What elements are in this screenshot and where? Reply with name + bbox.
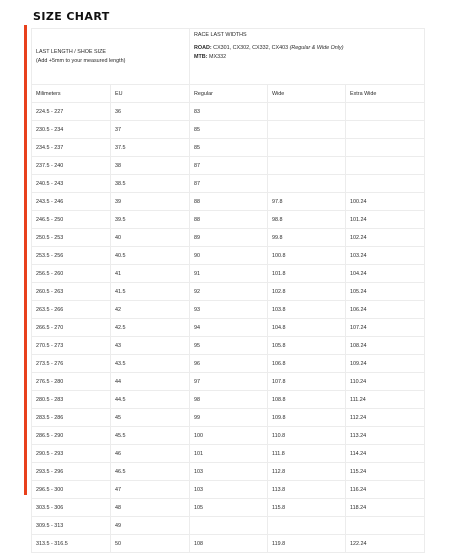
wide-cell: 107.8 [268, 373, 346, 391]
mm-cell: 276.5 - 280 [32, 373, 111, 391]
last-length-cell [32, 29, 190, 85]
size-chart-table [31, 28, 425, 553]
mm-cell: 243.5 - 246 [32, 193, 111, 211]
eu-cell: 40.5 [111, 247, 190, 265]
road-note: (Regular & Wide Only) [289, 45, 344, 51]
wide-cell: 105.8 [268, 337, 346, 355]
mm-cell: 224.5 - 227 [32, 103, 111, 121]
column-header: Milimeters [32, 85, 111, 103]
regular-cell: 87 [190, 175, 268, 193]
table-row [32, 157, 425, 175]
wide-cell [268, 157, 346, 175]
extra-wide-cell [346, 121, 425, 139]
regular-cell: 100 [190, 427, 268, 445]
wide-cell: 98.8 [268, 211, 346, 229]
wide-cell: 97.8 [268, 193, 346, 211]
extra-wide-cell: 105.24 [346, 283, 425, 301]
road-label: ROAD: [194, 45, 212, 51]
mm-cell: 280.5 - 283 [32, 391, 111, 409]
eu-cell: 39.5 [111, 211, 190, 229]
mm-cell: 283.5 - 286 [32, 409, 111, 427]
wide-cell: 110.8 [268, 427, 346, 445]
table-row [32, 355, 425, 373]
eu-cell: 40 [111, 229, 190, 247]
eu-cell: 44.5 [111, 391, 190, 409]
wide-cell [268, 175, 346, 193]
race-last-widths-heading: RACE LAST WIDTHS [194, 32, 247, 38]
wide-cell: 103.8 [268, 301, 346, 319]
extra-wide-cell: 108.24 [346, 337, 425, 355]
wide-cell: 109.8 [268, 409, 346, 427]
table-row [32, 463, 425, 481]
extra-wide-cell: 110.24 [346, 373, 425, 391]
extra-wide-cell: 101.24 [346, 211, 425, 229]
extra-wide-cell: 112.24 [346, 409, 425, 427]
regular-cell: 101 [190, 445, 268, 463]
wide-cell: 102.8 [268, 283, 346, 301]
table-row [32, 445, 425, 463]
table-row [32, 409, 425, 427]
eu-cell: 43 [111, 337, 190, 355]
table-row [32, 229, 425, 247]
extra-wide-cell: 102.24 [346, 229, 425, 247]
wide-cell: 112.8 [268, 463, 346, 481]
table-row [32, 211, 425, 229]
mm-cell: 286.5 - 290 [32, 427, 111, 445]
wide-cell: 115.8 [268, 499, 346, 517]
mm-cell: 270.5 - 273 [32, 337, 111, 355]
eu-cell: 42 [111, 301, 190, 319]
column-header: Extra Wide [346, 85, 425, 103]
eu-cell: 39 [111, 193, 190, 211]
extra-wide-cell [346, 157, 425, 175]
mm-cell: 240.5 - 243 [32, 175, 111, 193]
last-length-note: (Add +5mm to your measured length) [36, 58, 126, 64]
eu-cell: 41 [111, 265, 190, 283]
wide-cell: 111.8 [268, 445, 346, 463]
table-row [32, 481, 425, 499]
regular-cell: 103 [190, 481, 268, 499]
wide-cell: 113.8 [268, 481, 346, 499]
race-last-widths-cell [190, 29, 425, 85]
table-row [32, 373, 425, 391]
regular-cell: 97 [190, 373, 268, 391]
wide-cell [268, 121, 346, 139]
mtb-models: MX332 [207, 54, 227, 60]
regular-cell: 83 [190, 103, 268, 121]
mtb-models-line [194, 53, 424, 62]
regular-cell: 92 [190, 283, 268, 301]
extra-wide-cell: 103.24 [346, 247, 425, 265]
extra-wide-cell [346, 103, 425, 121]
table-row [32, 103, 425, 121]
mm-cell: 290.5 - 293 [32, 445, 111, 463]
regular-cell: 94 [190, 319, 268, 337]
road-models: CX301, CX302, CX332, CX403 [211, 45, 290, 51]
mm-cell: 313.5 - 316.5 [32, 535, 111, 553]
table-row [32, 427, 425, 445]
extra-wide-cell [346, 139, 425, 157]
table-row [32, 193, 425, 211]
mm-cell: 263.5 - 266 [32, 301, 111, 319]
wide-cell: 106.8 [268, 355, 346, 373]
regular-cell: 88 [190, 211, 268, 229]
regular-cell: 91 [190, 265, 268, 283]
extra-wide-cell: 122.24 [346, 535, 425, 553]
mm-cell: 230.5 - 234 [32, 121, 111, 139]
regular-cell: 98 [190, 391, 268, 409]
mm-cell: 273.5 - 276 [32, 355, 111, 373]
regular-cell: 87 [190, 157, 268, 175]
mm-cell: 266.5 - 270 [32, 319, 111, 337]
eu-cell: 36 [111, 103, 190, 121]
wide-cell: 108.8 [268, 391, 346, 409]
extra-wide-cell: 107.24 [346, 319, 425, 337]
table-row [32, 517, 425, 535]
table-header-top [32, 29, 425, 85]
eu-cell: 41.5 [111, 283, 190, 301]
extra-wide-cell: 106.24 [346, 301, 425, 319]
regular-cell: 105 [190, 499, 268, 517]
mm-cell: 253.5 - 256 [32, 247, 111, 265]
table-row [32, 265, 425, 283]
table-row [32, 247, 425, 265]
extra-wide-cell: 104.24 [346, 265, 425, 283]
column-header: Regular [190, 85, 268, 103]
eu-cell: 38.5 [111, 175, 190, 193]
table-row [32, 535, 425, 553]
column-header: EU [111, 85, 190, 103]
table-row [32, 121, 425, 139]
table-row [32, 283, 425, 301]
extra-wide-cell: 100.24 [346, 193, 425, 211]
eu-cell: 42.5 [111, 319, 190, 337]
extra-wide-cell [346, 517, 425, 535]
table-row [32, 319, 425, 337]
regular-cell: 85 [190, 139, 268, 157]
eu-cell: 37.5 [111, 139, 190, 157]
eu-cell: 50 [111, 535, 190, 553]
extra-wide-cell: 109.24 [346, 355, 425, 373]
regular-cell: 99 [190, 409, 268, 427]
mtb-label: MTB: [194, 54, 208, 60]
wide-cell: 104.8 [268, 319, 346, 337]
mm-cell: 256.5 - 260 [32, 265, 111, 283]
column-header: Wide [268, 85, 346, 103]
regular-cell: 95 [190, 337, 268, 355]
mm-cell: 260.5 - 263 [32, 283, 111, 301]
eu-cell: 47 [111, 481, 190, 499]
eu-cell: 46 [111, 445, 190, 463]
eu-cell: 37 [111, 121, 190, 139]
regular-cell: 89 [190, 229, 268, 247]
wide-cell: 119.8 [268, 535, 346, 553]
extra-wide-cell [346, 175, 425, 193]
extra-wide-cell: 111.24 [346, 391, 425, 409]
extra-wide-cell: 113.24 [346, 427, 425, 445]
table-row [32, 391, 425, 409]
regular-cell: 103 [190, 463, 268, 481]
table-row [32, 337, 425, 355]
eu-cell: 44 [111, 373, 190, 391]
mm-cell: 237.5 - 240 [32, 157, 111, 175]
eu-cell: 46.5 [111, 463, 190, 481]
eu-cell: 49 [111, 517, 190, 535]
mm-cell: 293.5 - 296 [32, 463, 111, 481]
eu-cell: 45.5 [111, 427, 190, 445]
table-row [32, 139, 425, 157]
wide-cell [268, 103, 346, 121]
regular-cell: 93 [190, 301, 268, 319]
column-header-row [32, 85, 425, 103]
mm-cell: 250.5 - 253 [32, 229, 111, 247]
table-row [32, 301, 425, 319]
eu-cell: 48 [111, 499, 190, 517]
road-models-line [194, 44, 424, 53]
mm-cell: 296.5 - 300 [32, 481, 111, 499]
mm-cell: 309.5 - 313 [32, 517, 111, 535]
extra-wide-cell: 118.24 [346, 499, 425, 517]
extra-wide-cell: 115.24 [346, 463, 425, 481]
mm-cell: 246.5 - 250 [32, 211, 111, 229]
wide-cell [268, 139, 346, 157]
table-row [32, 175, 425, 193]
regular-cell [190, 517, 268, 535]
wide-cell: 100.8 [268, 247, 346, 265]
wide-cell: 99.8 [268, 229, 346, 247]
wide-cell [268, 517, 346, 535]
extra-wide-cell: 116.24 [346, 481, 425, 499]
mm-cell: 303.5 - 306 [32, 499, 111, 517]
wide-cell: 101.8 [268, 265, 346, 283]
last-length-heading: LAST LENGTH / SHOE SIZE [36, 49, 106, 55]
regular-cell: 90 [190, 247, 268, 265]
accent-bar [24, 25, 27, 495]
eu-cell: 45 [111, 409, 190, 427]
regular-cell: 88 [190, 193, 268, 211]
page-title: SIZE CHART [33, 10, 110, 23]
table-row [32, 499, 425, 517]
mm-cell: 234.5 - 237 [32, 139, 111, 157]
regular-cell: 108 [190, 535, 268, 553]
extra-wide-cell: 114.24 [346, 445, 425, 463]
eu-cell: 38 [111, 157, 190, 175]
regular-cell: 96 [190, 355, 268, 373]
regular-cell: 85 [190, 121, 268, 139]
eu-cell: 43.5 [111, 355, 190, 373]
